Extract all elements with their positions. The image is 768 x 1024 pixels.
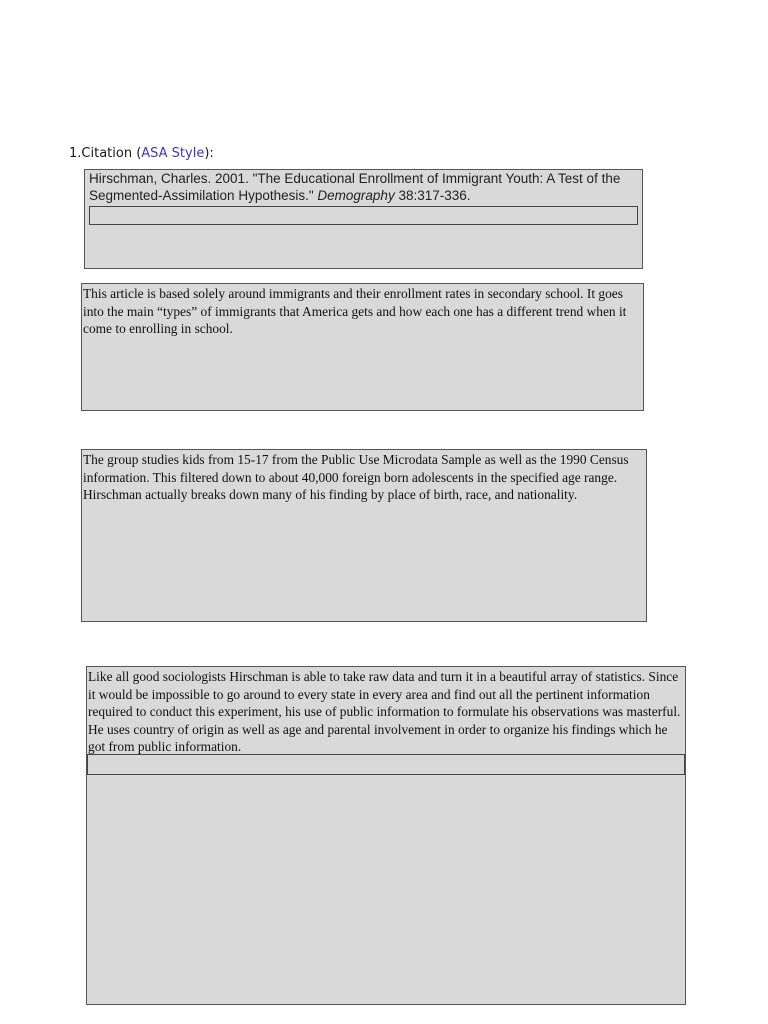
citation-inner-field[interactable]: [89, 206, 638, 225]
evaluation-inner-field[interactable]: [87, 754, 685, 775]
citation-journal: Demography: [317, 187, 395, 203]
methods-field[interactable]: [81, 449, 647, 622]
citation-suffix: ):: [204, 146, 214, 161]
citation-text: [89, 171, 640, 204]
summary-text: This article is based solely around immigrants and their enrollment rates in secondary school. It goes into the main “types” of immigrants that America gets and how each one has a different trend when it come to enrolling in school.: [83, 286, 627, 337]
asa-style-link[interactable]: ASA Style: [141, 146, 205, 161]
summary-field[interactable]: [81, 283, 644, 411]
evaluation-field[interactable]: [86, 666, 686, 1005]
citation-label: Citation (: [81, 146, 142, 161]
citation-number: 1.: [69, 146, 82, 161]
citation-heading: [69, 146, 214, 161]
citation-text-pages: 38:317-336.: [394, 187, 471, 203]
citation-text-main: Hirschman, Charles. 2001. "The Educational Enrollment of Immigrant Youth: A Test of the Segmented-Assimilation Hypothesis.": [89, 171, 621, 203]
methods-text: The group studies kids from 15-17 from the Public Use Microdata Sample as well as the 1990 Census information. This filtered down to about 40,000 foreign born adolescents in the specified age range. Hirschman actually breaks down many of his finding by place of birth, race, and nationality.: [83, 452, 629, 503]
evaluation-text: Like all good sociologists Hirschman is able to take raw data and turn it in a beautiful array of statistics. Since it would be impossible to go around to every state in every area and find out all the pertinent information required to conduct this experiment, his use of public information to formulate his observations was masterful. He uses country of origin as well as age and parental involvement in order to organize his findings which he got from public information.: [88, 669, 681, 755]
citation-field[interactable]: [84, 169, 643, 269]
